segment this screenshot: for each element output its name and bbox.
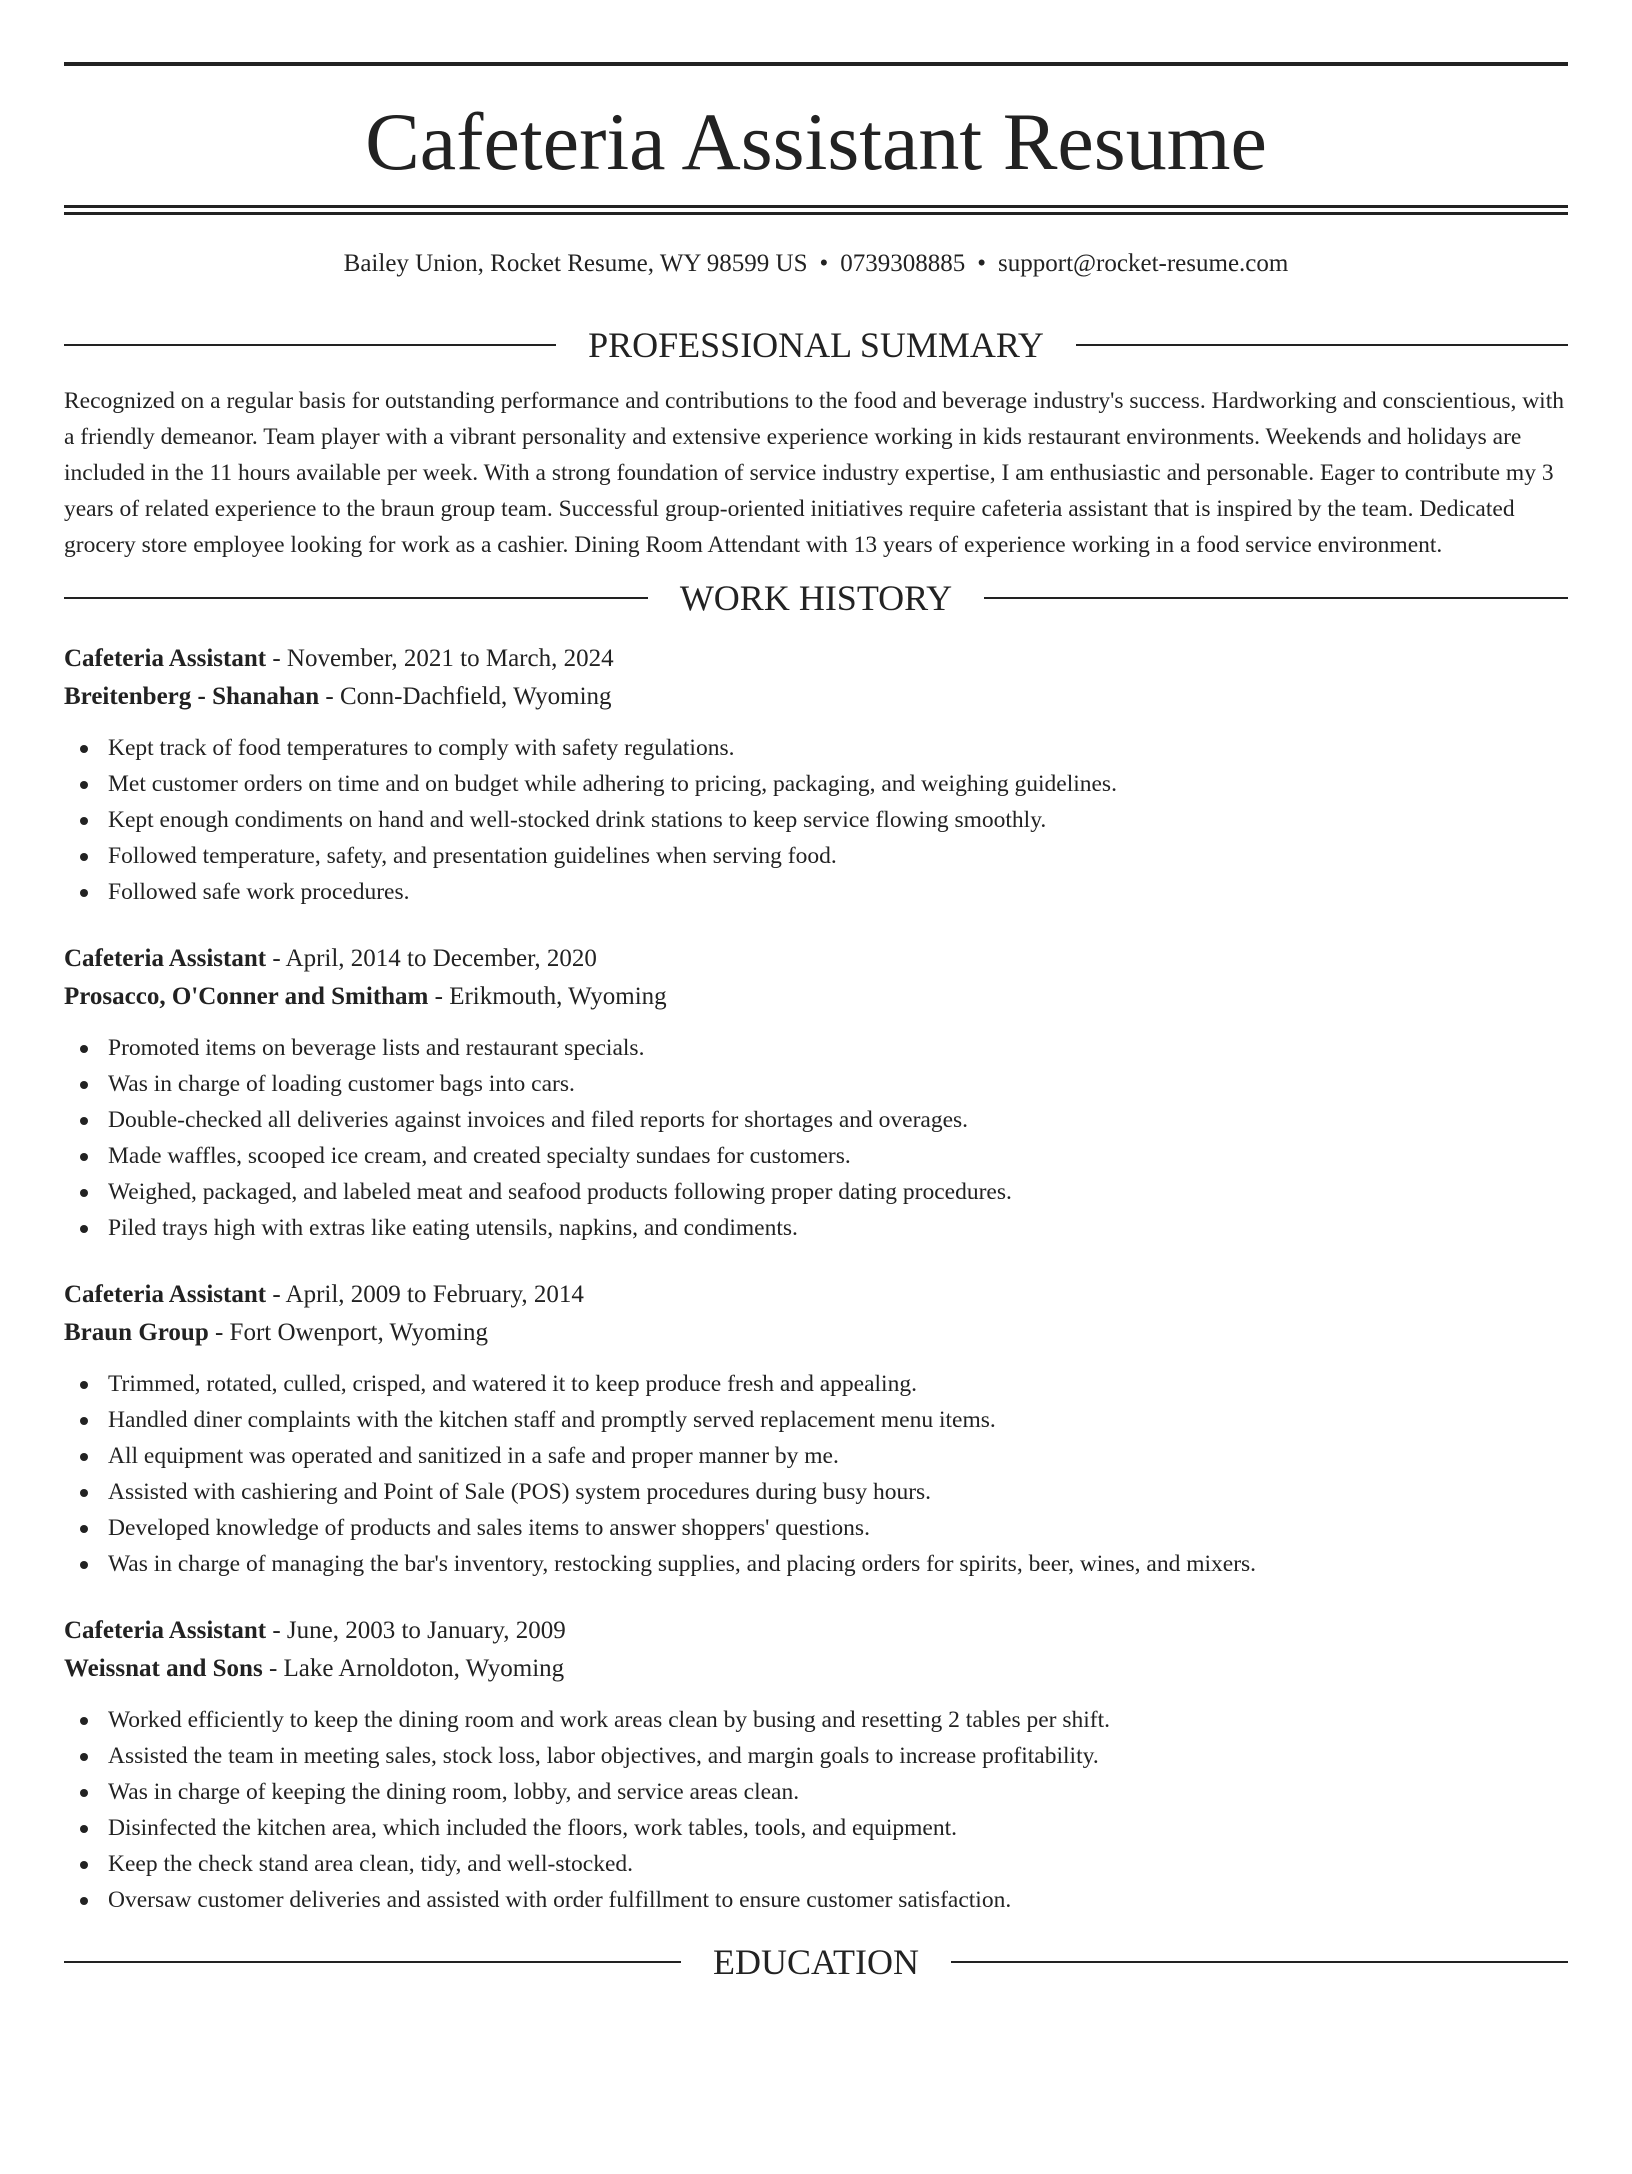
job-dates: - June, 2003 to January, 2009 — [266, 1617, 566, 1644]
list-item: All equipment was operated and sanitized in a safe and proper manner by me. — [64, 1438, 1568, 1474]
list-item: Developed knowledge of products and sales items to answer shoppers' questions. — [64, 1510, 1568, 1546]
heading-rule-left — [64, 597, 648, 599]
job-company-line — [64, 1650, 1568, 1688]
header-double-rule — [64, 205, 1568, 215]
list-item: Handled diner complaints with the kitchen staff and promptly served replacement menu items. — [64, 1402, 1568, 1438]
list-item: Followed temperature, safety, and presentation guidelines when serving food. — [64, 838, 1568, 874]
section-title: PROFESSIONAL SUMMARY — [588, 325, 1044, 365]
resume-page — [0, 62, 1632, 2174]
job-title-line — [64, 1276, 1568, 1314]
job-title-line — [64, 640, 1568, 678]
section-title: WORK HISTORY — [679, 578, 953, 618]
heading-rule-left — [64, 1961, 681, 1963]
list-item: Kept track of food temperatures to comply with safety regulations. — [64, 730, 1568, 766]
job-title: Cafeteria Assistant — [64, 1617, 267, 1644]
contact-address: Bailey Union, Rocket Resume, WY 98599 US — [343, 250, 808, 277]
job-entry — [64, 640, 1568, 910]
list-item: Assisted with cashiering and Point of Sale (POS) system procedures during busy hours. — [64, 1474, 1568, 1510]
contact-separator: • — [819, 250, 829, 277]
job-duties-list — [64, 1366, 1568, 1582]
resume-title: Cafeteria Assistant Resume — [365, 96, 1267, 187]
job-duties-list — [64, 730, 1568, 910]
list-item: Was in charge of loading customer bags into cars. — [64, 1066, 1568, 1102]
heading-rule-right — [1076, 344, 1568, 346]
list-item: Followed safe work procedures. — [64, 874, 1568, 910]
job-location: - Fort Owenport, Wyoming — [208, 1319, 488, 1346]
job-company: Prosacco, O'Conner and Smitham — [64, 983, 429, 1010]
list-item: Was in charge of managing the bar's inventory, restocking supplies, and placing orders for spirits, beer, wines, and mixers. — [64, 1546, 1568, 1582]
contact-phone: 0739308885 — [840, 250, 966, 277]
list-item: Made waffles, scooped ice cream, and created specialty sundaes for customers. — [64, 1138, 1568, 1174]
section-heading-summary — [64, 325, 1568, 365]
job-entry — [64, 1612, 1568, 1918]
job-company: Breitenberg - Shanahan — [64, 683, 320, 710]
contact-email[interactable]: support@rocket-resume.com — [998, 250, 1289, 277]
list-item: Oversaw customer deliveries and assisted with order fulfillment to ensure customer satisfaction. — [64, 1882, 1568, 1918]
section-title: EDUCATION — [713, 1942, 919, 1982]
job-location: - Conn-Dachfield, Wyoming — [319, 683, 612, 710]
professional-summary: Recognized on a regular basis for outstanding performance and contributions to the food and beverage industry's success. Hardworking and conscientious, with a friendly demeanor. Team player with a vibrant personality and extensive experience working in kids restaurant environments. Weekends and holidays are included in the 11 hours available per week. With a strong foundation of service industry expertise, I am enthusiastic and personable. Eager to contribute my 3 years of related experience to the braun group team. Successful group-oriented initiatives require cafeteria assistant that is inspired by the team. Dedicated grocery store employee looking for work as a cashier. Dining Room Attendant with 13 years of experience working in a food service environment. — [64, 388, 1564, 558]
job-location: - Lake Arnoldoton, Wyoming — [262, 1655, 565, 1682]
job-duties-list — [64, 1030, 1568, 1246]
job-title-line — [64, 1612, 1568, 1650]
job-company-line — [64, 678, 1568, 716]
heading-rule-right — [984, 597, 1568, 599]
heading-rule-right — [951, 1961, 1568, 1963]
list-item: Keep the check stand area clean, tidy, and well-stocked. — [64, 1846, 1568, 1882]
heading-rule-left — [64, 344, 556, 346]
job-entry — [64, 940, 1568, 1246]
job-entry — [64, 1276, 1568, 1582]
list-item: Assisted the team in meeting sales, stock loss, labor objectives, and margin goals to increase profitability. — [64, 1738, 1568, 1774]
section-heading-education — [64, 1942, 1568, 1982]
job-dates: - April, 2014 to December, 2020 — [266, 945, 597, 972]
job-company: Braun Group — [64, 1319, 209, 1346]
job-title-line — [64, 940, 1568, 978]
list-item: Was in charge of keeping the dining room, lobby, and service areas clean. — [64, 1774, 1568, 1810]
job-title: Cafeteria Assistant — [64, 945, 267, 972]
job-company-line — [64, 978, 1568, 1016]
job-duties-list — [64, 1702, 1568, 1918]
job-title: Cafeteria Assistant — [64, 645, 267, 672]
list-item: Weighed, packaged, and labeled meat and seafood products following proper dating procedures. — [64, 1174, 1568, 1210]
job-dates: - November, 2021 to March, 2024 — [266, 645, 614, 672]
contact-separator: • — [977, 250, 987, 277]
list-item: Promoted items on beverage lists and restaurant specials. — [64, 1030, 1568, 1066]
list-item: Kept enough condiments on hand and well-stocked drink stations to keep service flowing smoothly. — [64, 802, 1568, 838]
job-company: Weissnat and Sons — [64, 1655, 263, 1682]
job-dates: - April, 2009 to February, 2014 — [266, 1281, 584, 1308]
job-location: - Erikmouth, Wyoming — [428, 983, 667, 1010]
job-company-line — [64, 1314, 1568, 1352]
job-title: Cafeteria Assistant — [64, 1281, 267, 1308]
list-item: Double-checked all deliveries against invoices and filed reports for shortages and overages. — [64, 1102, 1568, 1138]
section-heading-work — [64, 578, 1568, 618]
list-item: Piled trays high with extras like eating utensils, napkins, and condiments. — [64, 1210, 1568, 1246]
list-item: Worked efficiently to keep the dining room and work areas clean by busing and resetting 2 tables per shift. — [64, 1702, 1568, 1738]
list-item: Disinfected the kitchen area, which included the floors, work tables, tools, and equipment. — [64, 1810, 1568, 1846]
list-item: Met customer orders on time and on budget while adhering to pricing, packaging, and weighing guidelines. — [64, 766, 1568, 802]
list-item: Trimmed, rotated, culled, crisped, and watered it to keep produce fresh and appealing. — [64, 1366, 1568, 1402]
contact-line — [64, 249, 1568, 279]
